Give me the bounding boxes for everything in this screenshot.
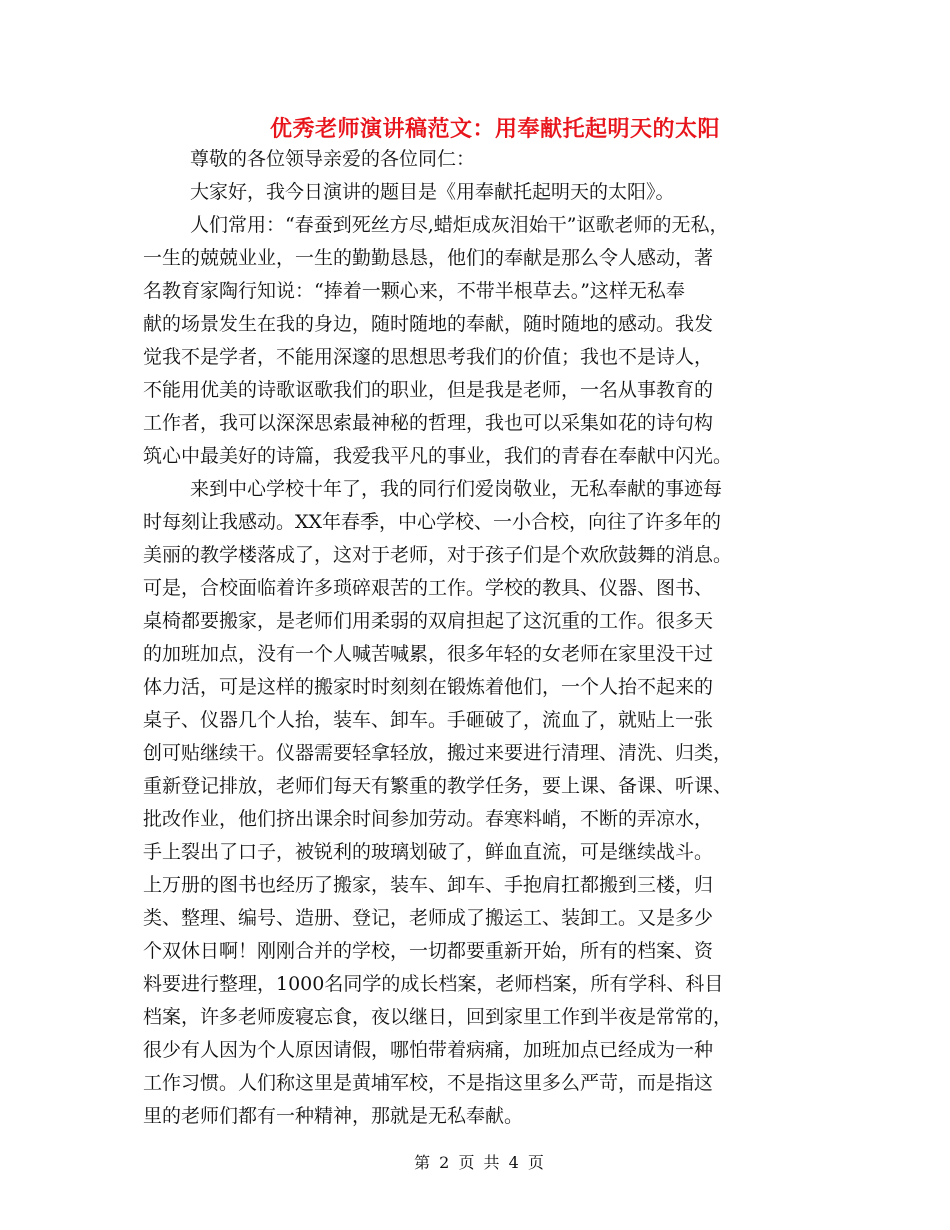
- paragraph-line: 名教育家陶行知说：“捧着一颗心来，不带半根草去。”这样无私奉: [143, 280, 685, 302]
- paragraph-line: 档案，许多老师废寝忘食，夜以继日，回到家里工作到半夜是常常的，: [143, 1006, 733, 1028]
- paragraph-line: 的加班加点，没有一个人喊苦喊累，很多年轻的女老师在家里没干过: [143, 643, 714, 665]
- paragraph-line: 重新登记排放，老师们每天有繁重的教学任务，要上课、备课、听课、: [143, 775, 733, 797]
- paragraph-line: 批改作业，他们挤出课余时间参加劳动。春寒料峭，不断的弄凉水，: [143, 808, 714, 830]
- paragraph-line: 桌椅都要搬家，是老师们用柔弱的双肩担起了这沉重的工作。很多天: [143, 610, 714, 632]
- paragraph-line: 料要进行整理，1000名同学的成长档案，老师档案，所有学科、科目: [143, 973, 724, 995]
- page-number-footer: 第 2 页 共 4 页: [414, 1153, 546, 1172]
- document-title: 优秀老师演讲稿范文：用奉献托起明天的太阳: [269, 116, 720, 142]
- paragraph-line: 美丽的教学楼落成了，这对于老师，对于孩子们是个欢欣鼓舞的消息。: [143, 544, 733, 566]
- paragraph-line: 上万册的图书也经历了搬家，装车、卸车、手抱肩扛都搬到三楼，归: [143, 874, 714, 896]
- paragraph-line: 大家好，我今日演讲的题目是《用奉献托起明天的太阳》。: [190, 181, 675, 203]
- paragraph-line: 工作习惯。人们称这里是黄埔军校，不是指这里多么严苛，而是指这: [143, 1072, 714, 1094]
- paragraph-line: 人们常用：“春蚕到死丝方尽,蜡炬成灰泪始干”讴歌老师的无私，: [190, 214, 729, 236]
- paragraph-line: 一生的兢兢业业，一生的勤勤恳恳，他们的奉献是那么令人感动，著: [143, 247, 714, 269]
- paragraph-line: 个双休日啊！刚刚合并的学校，一切都要重新开始，所有的档案、资: [143, 940, 714, 962]
- paragraph-line: 里的老师们都有一种精神，那就是无私奉献。: [143, 1105, 524, 1127]
- paragraph-line: 体力活，可是这样的搬家时时刻刻在锻炼着他们，一个人抬不起来的: [143, 676, 714, 698]
- paragraph-line: 尊敬的各位领导亲爱的各位同仁：: [190, 148, 476, 170]
- paragraph-line: 时每刻让我感动。XX年春季，中心学校、一小合校，向往了许多年的: [143, 511, 722, 533]
- paragraph-line: 可是，合校面临着许多琐碎艰苦的工作。学校的教具、仪器、图书、: [143, 577, 714, 599]
- paragraph-line: 来到中心学校十年了，我的同行们爱岗敬业，无私奉献的事迹每: [190, 478, 723, 500]
- paragraph-line: 献的场景发生在我的身边，随时随地的奉献，随时随地的感动。我发: [143, 313, 714, 335]
- paragraph-line: 类、整理、编号、造册、登记，老师成了搬运工、装卸工。又是多少: [143, 907, 714, 929]
- paragraph-line: 创可贴继续干。仪器需要轻拿轻放，搬过来要进行清理、清洗、归类，: [143, 742, 733, 764]
- paragraph-line: 筑心中最美好的诗篇，我爱我平凡的事业，我们的青春在奉献中闪光。: [143, 445, 733, 467]
- paragraph-line: 手上裂出了口子，被锐利的玻璃划破了，鲜血直流，可是继续战斗。: [143, 841, 714, 863]
- paragraph-line: 桌子、仪器几个人抬，装车、卸车。手砸破了，流血了，就贴上一张: [143, 709, 714, 731]
- paragraph-line: 不能用优美的诗歌讴歌我们的职业，但是我是老师，一名从事教育的: [143, 379, 714, 401]
- paragraph-line: 工作者，我可以深深思索最神秘的哲理，我也可以采集如花的诗句构: [143, 412, 714, 434]
- paragraph-line: 觉我不是学者，不能用深邃的思想思考我们的价值；我也不是诗人，: [143, 346, 714, 368]
- paragraph-line: 很少有人因为个人原因请假，哪怕带着病痛，加班加点已经成为一种: [143, 1039, 714, 1061]
